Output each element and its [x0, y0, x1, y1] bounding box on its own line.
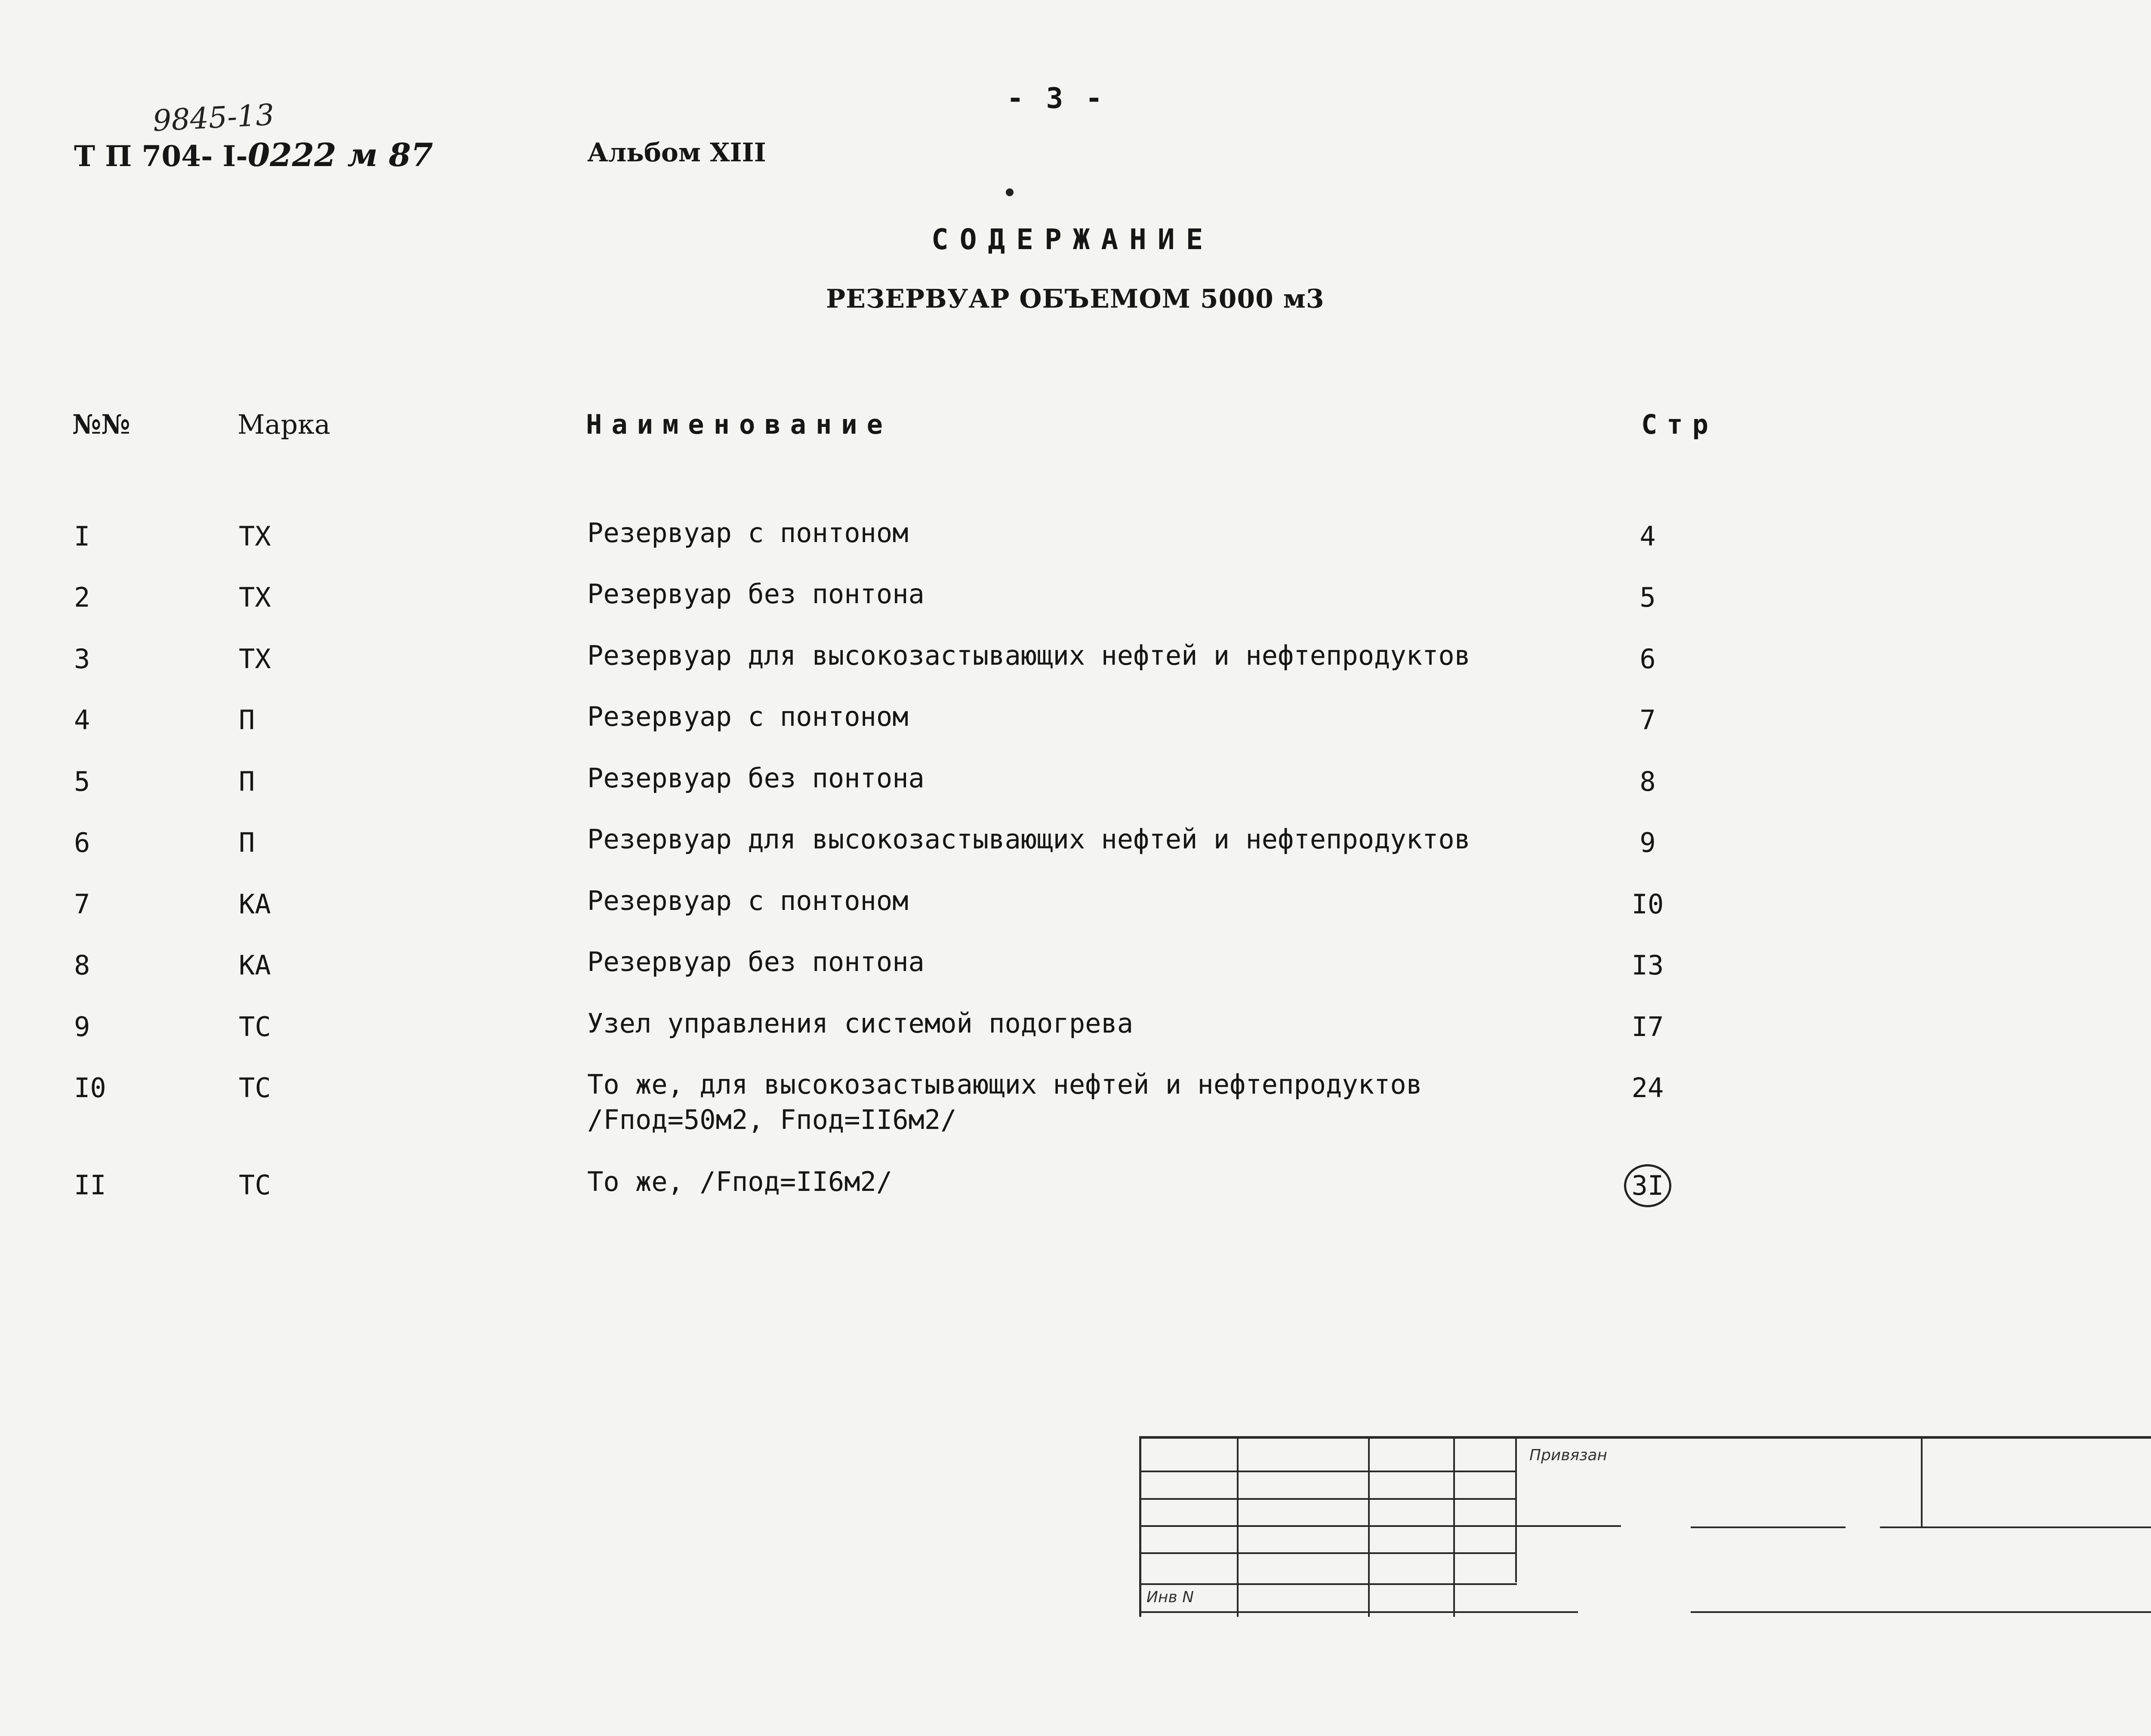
row-mark: ТХ [239, 643, 271, 675]
row-mark: П [239, 766, 255, 797]
album-label: Альбом XIII [587, 138, 766, 168]
stamp-grid-line [1139, 1471, 1517, 1472]
row-page: 4 [1639, 521, 1656, 552]
page-number: - 3 - [1007, 82, 1105, 115]
row-number: 5 [74, 766, 90, 797]
stamp-grid-line [1139, 1498, 1517, 1500]
row-number: 4 [74, 704, 90, 736]
row-page: 9 [1639, 827, 1656, 858]
row-name: Резервуар для высокозастывающих нефтей и нефтепродуктов [587, 823, 1470, 855]
row-mark: П [239, 827, 255, 858]
row-page: I7 [1631, 1011, 1664, 1042]
stamp-grid-line [1139, 1552, 1517, 1554]
row-name: Резервуар с понтоном [587, 701, 909, 732]
page-title: СОДЕРЖАНИЕ [931, 223, 1214, 256]
document-code [74, 137, 433, 174]
handwritten-inventory-number: 9845-13 [152, 98, 275, 139]
row-number: 7 [74, 888, 90, 920]
page-subtitle: РЕЗЕРВУАР ОБЪЕМОМ 5000 м3 [826, 284, 1325, 314]
column-header-page: Стр [1641, 409, 1718, 440]
row-name: Резервуар для высокозастывающих нефтей и нефтепродуктов [587, 640, 1470, 671]
row-name: Резервуар без понтона [587, 578, 924, 610]
row-number: 9 [74, 1011, 90, 1042]
row-mark: КА [239, 950, 271, 981]
dot-mark [1006, 188, 1014, 196]
row-page: 7 [1639, 704, 1656, 736]
row-mark: ТХ [239, 582, 271, 613]
row-number: 8 [74, 950, 90, 981]
stamp-top-border [1139, 1436, 2151, 1439]
row-number: 3 [74, 643, 90, 675]
row-mark: ТХ [239, 521, 271, 552]
row-page: 6 [1639, 643, 1656, 675]
row-page: I0 [1631, 888, 1664, 920]
row-number: 2 [74, 582, 90, 613]
stamp-note-inventory: Инв N [1146, 1588, 1194, 1606]
row-name: То же, для высокозастывающих нефтей и нефтепродуктов [587, 1069, 1423, 1100]
row-number: II [74, 1169, 106, 1201]
row-number: I0 [74, 1072, 106, 1104]
stamp-grid-line [1691, 1526, 1846, 1528]
column-header-mark: Марка [237, 409, 330, 440]
row-name: То же, /Fпод=II6м2/ [587, 1166, 893, 1197]
row-name: Резервуар без понтона [587, 762, 924, 794]
column-header-name: Наименование [586, 409, 892, 440]
row-page: 5 [1639, 582, 1656, 613]
row-name: Резервуар с понтоном [587, 517, 909, 549]
row-mark: ТС [239, 1011, 271, 1042]
document-code-handwritten: 0222 м 87 [247, 137, 433, 174]
column-header-number: №№ [72, 409, 130, 440]
stamp-grid-line [1139, 1525, 1621, 1527]
stamp-grid-line [1880, 1526, 2151, 1528]
row-mark: ТС [239, 1072, 271, 1104]
row-name: Резервуар с понтоном [587, 885, 909, 916]
row-number: I [74, 521, 90, 552]
stamp-grid-line [1139, 1611, 1578, 1613]
row-number: 6 [74, 827, 90, 858]
row-name: Узел управления системой подогрева [587, 1008, 1134, 1039]
stamp-grid-line [1921, 1436, 1923, 1526]
document-code-prefix: Т П 704- I- [74, 139, 248, 173]
row-page [1622, 1169, 1673, 1207]
row-page: 8 [1639, 766, 1656, 797]
stamp-note-attached: Привязан [1529, 1446, 1607, 1464]
row-page: I3 [1631, 950, 1664, 981]
stamp-grid-line [1139, 1583, 1517, 1585]
row-page: 24 [1631, 1072, 1664, 1104]
circled-page-number: 3I [1624, 1164, 1671, 1207]
row-mark: КА [239, 888, 271, 920]
row-mark: П [239, 704, 255, 736]
row-name-line2: /Fпод=50м2, Fпод=II6м2/ [587, 1104, 957, 1135]
row-name: Резервуар без понтона [587, 946, 924, 977]
row-mark: ТС [239, 1169, 271, 1201]
stamp-grid-line [1691, 1611, 2151, 1613]
stamp-grid-line [1515, 1436, 1517, 1582]
